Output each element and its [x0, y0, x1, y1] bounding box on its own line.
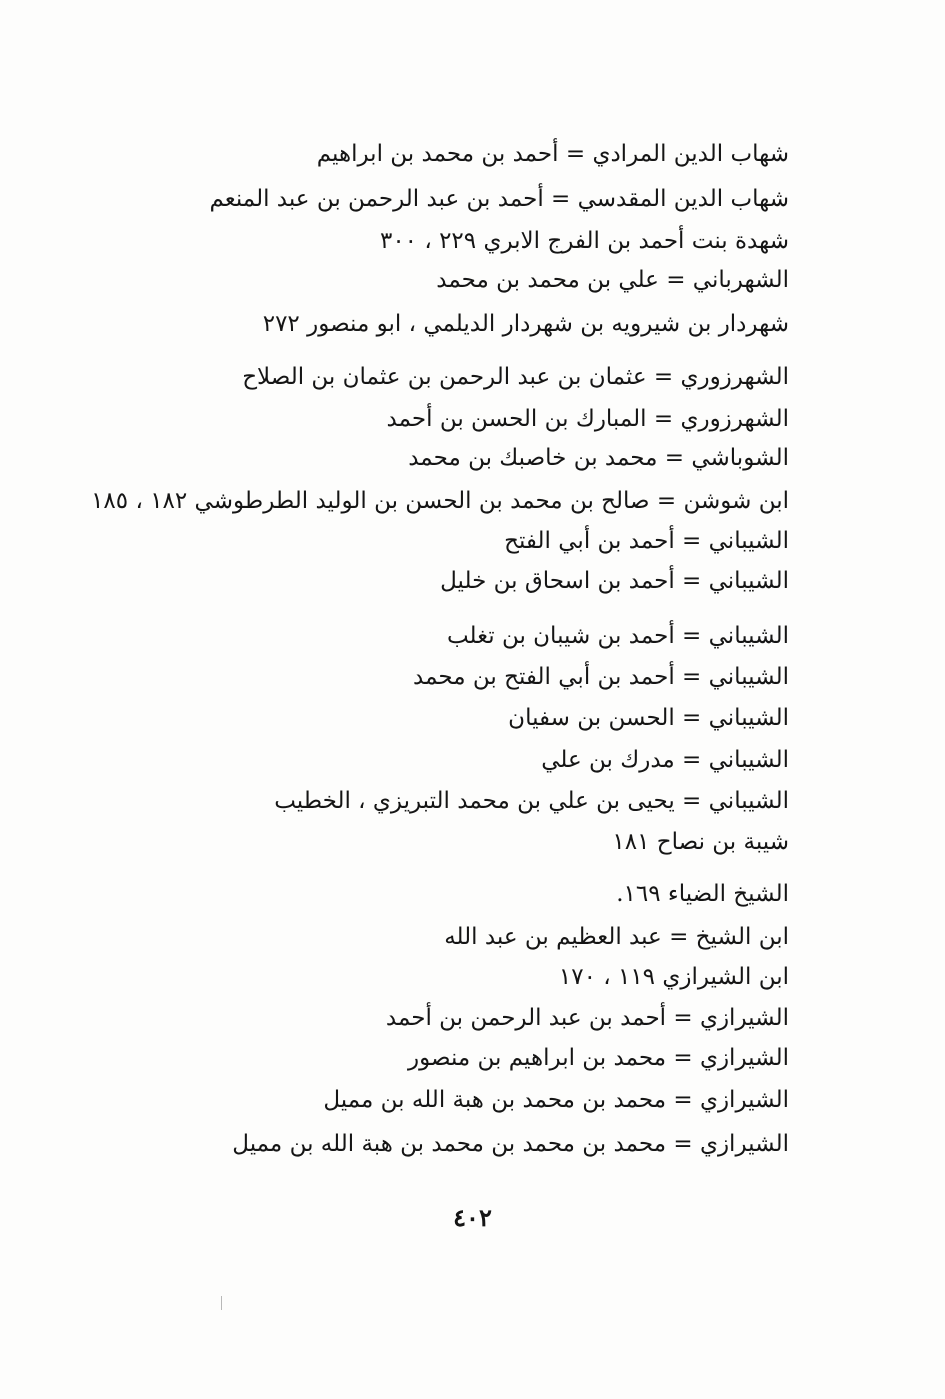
index-entry: الشيباني = أحمد بن شيبان بن تغلب	[446, 623, 789, 649]
index-entry: شهاب الدين المقدسي = أحمد بن عبد الرحمن بن عبد المنعم	[209, 186, 789, 212]
scan-artifact	[221, 1296, 222, 1310]
index-entry: الشيباني = أحمد بن أبي الفتح	[504, 528, 789, 554]
index-entry: الشيرازي = محمد بن محمد بن محمد بن هبة الله بن مميل	[232, 1131, 789, 1157]
index-entry: الشيباني = أحمد بن أبي الفتح بن محمد	[413, 664, 789, 690]
index-entry: شهردار بن شيرويه بن شهردار الديلمي ، ابو منصور ٢٧٢	[262, 311, 789, 337]
index-entry: الشهرباني = علي بن محمد بن محمد	[436, 267, 789, 293]
index-entry: الشهرزوري = عثمان بن عبد الرحمن بن عثمان بن الصلاح	[242, 364, 789, 390]
index-entry: الشيرازي = محمد بن ابراهيم بن منصور	[408, 1045, 789, 1071]
index-entry: ابن الشيرازي ١١٩ ، ١٧٠	[558, 964, 789, 990]
index-entry: ابن الشيخ = عبد العظيم بن عبد الله	[444, 924, 789, 950]
index-entry: الشيخ الضياء ١٦٩.	[616, 881, 789, 907]
page-number: ٤٠٢	[453, 1203, 492, 1232]
index-entry: شهدة بنت أحمد بن الفرج الابري ٢٢٩ ، ٣٠٠	[379, 228, 789, 254]
index-entry: الشيباني = يحيى بن علي بن محمد التبريزي ، الخطيب	[274, 788, 789, 814]
index-entry: الشيباني = الحسن بن سفيان	[508, 705, 789, 731]
index-entry: ابن شوشن = صالح بن محمد بن الحسن بن الوليد الطرطوشي ١٨٢ ، ١٨٥	[91, 488, 789, 514]
index-entry: الشيرازي = أحمد بن عبد الرحمن بن أحمد	[385, 1005, 789, 1031]
index-entry: الشيرازي = محمد بن محمد بن هبة الله بن مميل	[323, 1087, 789, 1113]
index-entry: الشيباني = أحمد بن اسحاق بن خليل	[440, 568, 789, 594]
index-entry: الشهرزوري = المبارك بن الحسن بن أحمد	[386, 406, 789, 432]
index-entry: شيبة بن نصاح ١٨١	[612, 829, 789, 855]
index-entry: الشيباني = مدرك بن علي	[541, 747, 789, 773]
index-entry: شهاب الدين المرادي = أحمد بن محمد بن ابراهيم	[316, 141, 789, 167]
index-entry: الشوباشي = محمد بن خاصبك بن محمد	[408, 445, 789, 471]
